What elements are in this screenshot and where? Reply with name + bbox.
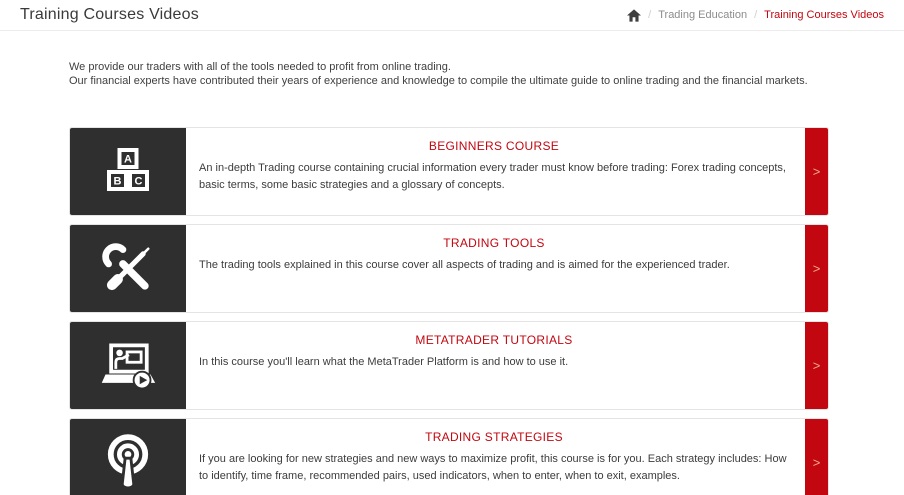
page-title: Training Courses Videos — [20, 6, 199, 23]
course-card-body — [186, 322, 805, 409]
course-title: TRADING STRATEGIES — [425, 430, 563, 444]
course-open-button[interactable] — [805, 128, 828, 215]
breadcrumb-item-trading-education[interactable]: Trading Education — [658, 9, 748, 21]
course-open-button[interactable] — [805, 225, 828, 312]
svg-text:B: B — [113, 175, 122, 187]
chevron-right-icon: > — [812, 455, 821, 470]
breadcrumb — [627, 9, 884, 22]
chevron-right-icon: > — [812, 358, 821, 373]
course-card-body — [186, 128, 805, 215]
home-icon — [627, 9, 641, 22]
course-title: BEGINNERS COURSE — [428, 139, 560, 153]
course-title: METATRADER TUTORIALS — [415, 333, 573, 347]
course-card-trading-tools[interactable] — [69, 224, 829, 313]
course-open-button[interactable] — [805, 419, 828, 495]
course-card-body — [186, 419, 805, 495]
page-header — [0, 0, 904, 31]
course-list — [69, 127, 829, 495]
intro-text — [69, 61, 829, 88]
course-description: An in-depth Trading course containing crucial information every trader must know before trading: Forex trading concepts, basic terms, some basic strategies and a glossary of concepts. — [199, 162, 786, 191]
course-card-beginners[interactable] — [69, 127, 829, 216]
breadcrumb-home-link[interactable] — [627, 9, 641, 22]
course-icon-box — [70, 419, 186, 495]
course-card-strategies[interactable] — [69, 418, 829, 495]
course-description: The trading tools explained in this course cover all aspects of trading and is aimed for the experienced trader. — [199, 259, 730, 271]
course-description: If you are looking for new strategies and new ways to maximize profit, this course is for you. Each strategy includes: How to identify, time frame, recommended pairs, used indicators, when to enter, when to exit, examples. — [199, 453, 787, 482]
abc-blocks-icon — [102, 147, 154, 197]
podcast-icon — [105, 433, 151, 493]
chevron-right-icon: > — [812, 261, 821, 276]
course-icon-box — [70, 322, 186, 409]
laptop-tutorial-icon — [98, 341, 158, 391]
intro-line-2: Our financial experts have contributed their years of experience and knowledge to compile the ultimate guide to online trading and the financial markets. — [69, 74, 808, 87]
course-icon-box — [70, 128, 186, 215]
course-open-button[interactable] — [805, 322, 828, 409]
main-content — [69, 61, 829, 495]
course-description: In this course you'll learn what the MetaTrader Platform is and how to use it. — [199, 356, 569, 368]
breadcrumb-separator: / — [648, 9, 652, 21]
breadcrumb-separator: / — [754, 9, 758, 21]
course-card-body — [186, 225, 805, 312]
breadcrumb-item-current: Training Courses Videos — [764, 9, 884, 21]
course-icon-box — [70, 225, 186, 312]
tools-icon — [101, 242, 155, 296]
svg-text:A: A — [124, 153, 132, 165]
chevron-right-icon: > — [812, 164, 821, 179]
course-card-metatrader[interactable] — [69, 321, 829, 410]
course-title: TRADING TOOLS — [443, 236, 545, 250]
svg-text:C: C — [134, 175, 143, 187]
intro-line-1: We provide our traders with all of the tools needed to profit from online trading. — [69, 61, 451, 73]
